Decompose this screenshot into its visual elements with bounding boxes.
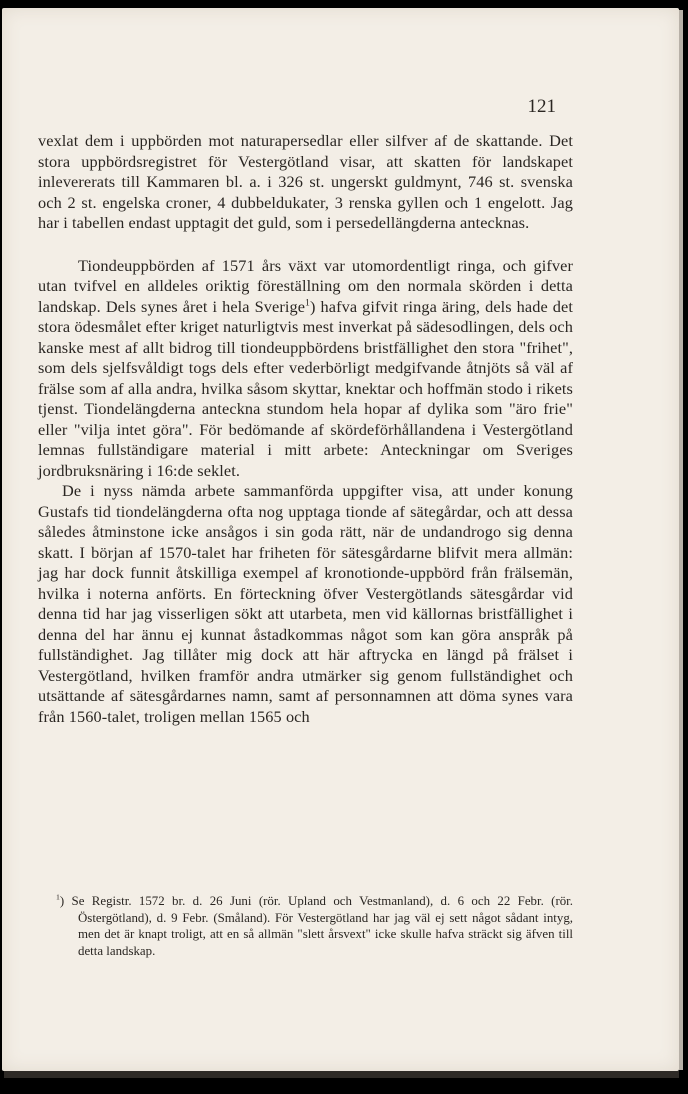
footnote-reference: 1 [305,297,311,309]
paragraph-gap [38,234,573,256]
paragraph-text: ) hafva gifvit ringa äring, dels hade det stora ödesmålet efter kriget naturligtvis mest inverkat på sädesodlingen, dels och kanske mest af allt bidrog till tiondeuppbördens bristfällighet den stora "frihet", som dels sjelfsvåldigt togs dels efter vederbörligt medgifvande åtnjöts så väl af frälse som af alla andra, hvilka såsom skyttar, knektar och hoffmän stodo i rikets tjenst. Tiondelängderna anteckna stundom hela hopar af dylika som "äro frie" eller "vilja intet göra". För bedömande af skördeförhållandena i Vestergötland lemnas fullständigare material i mitt arbete: Anteckningar om Sveriges jordbruksnäring i 16:de seklet. [38,296,573,480]
paragraph-continuation: vexlat dem i uppbörden mot naturapersedlar eller silfver af de skattande. Det stora uppbördsregistret för Vestergötland visar, att skatten för landskapet inlevererats till Kammaren bl. a. i 326 st. ungerskt guldmynt, 746 st. svenska och 2 st. engelska croner, 4 dubbeldukater, 3 renska gyllen och 1 engelott. Jag har i tabellen endast upptagit det guld, som i persedellängderna antecknas. [38,131,573,232]
body-text [38,131,573,727]
paragraph-tiondeuppborden [38,256,573,482]
page-edge-right [679,10,683,1070]
paragraph-satesgardar: De i nyss nämda arbete sammanförda uppgifter visa, att under konung Gustafs tid tiondelängderna ofta nog upptaga tionde af sätegårdar, och att dessa således åtminstone icke ansågos i sin goda rätt, när de undandrogo sig denna skatt. I början af 1570-talet har friheten för sätesgårdarne blifvit mera allmän: jag har dock funnit åtskilliga exempel af kronotionde-uppbörd från frälsemän, hvilka i noterna anförts. En förteckning öfver Vestergötlands sätesgårdar vid denna tid har jag visserligen sökt att utarbeta, men vid källornas bristfällighet i denna del har ännu ej kunnat åstadkommas något som kan göra anspråk på fullständighet. Jag tillåter mig dock att här aftrycka en längd på frälset i Vestergötland, hvilken framför andra utmärker sig genom fullständighet och utsättande af sätesgårdarnes namn, samt af personnamnen att döma synes vara från 1560-talet, troligen mellan 1565 och [38,481,573,726]
page-edge-bottom [4,1071,679,1078]
page-number: 121 [527,96,556,117]
footnote-text: ) Se Registr. 1572 br. d. 26 Juni (rör. Upland och Vestmanland), d. 6 och 22 Febr. (rör. Östergötland), d. 9 Febr. (Småland). För Vestergötland har jag väl ej sett något sådant intyg, men det är knapt troligt, att en så allmän "slett årsvext" icke skulle hafva sträckt sig äfven till detta landskap. [59,894,573,959]
footnote-marker: 1 [56,892,60,902]
footnotes [38,893,573,960]
footnote [38,893,573,960]
paragraph-text: Tiondeuppbörden af 1571 års växt var utomordentligt ringa, och gifver utan tvifvel en alldeles oriktig föreställning om den normala skörden i detta landskap. Dels synes året i hela Sverige [38,255,573,316]
